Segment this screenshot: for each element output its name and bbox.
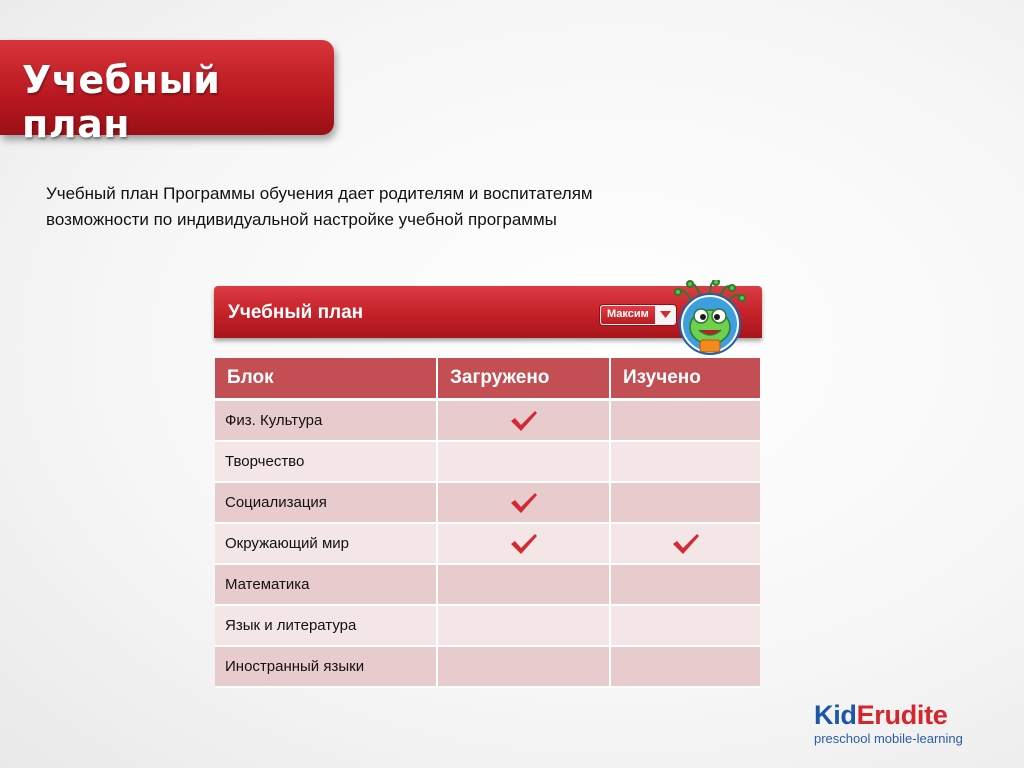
table-row[interactable]: [215, 401, 760, 442]
logo-brand-erudite: Erudite: [856, 700, 948, 730]
row-block-name: Творчество: [215, 442, 438, 483]
slide-title: Учебный план: [22, 58, 221, 146]
loaded-cell[interactable]: [438, 606, 611, 647]
table-row[interactable]: [215, 647, 760, 688]
column-header-block: Блок: [215, 358, 438, 401]
table-row[interactable]: [215, 606, 760, 647]
intro-line-2: возможности по индивидуальной настройке учебной программы: [46, 210, 557, 229]
row-block-name: Окружающий мир: [215, 524, 438, 565]
kiderudite-logo: [814, 700, 1004, 746]
loaded-cell[interactable]: [438, 565, 611, 606]
studied-cell[interactable]: [611, 647, 760, 688]
row-block-name: Язык и литература: [215, 606, 438, 647]
row-block-name: Социализация: [215, 483, 438, 524]
frog-mascot-icon[interactable]: [670, 280, 750, 356]
row-block-name: Математика: [215, 565, 438, 606]
loaded-cell[interactable]: [438, 401, 611, 442]
studied-cell[interactable]: [611, 483, 760, 524]
user-select-value: Максим: [607, 308, 649, 320]
user-select-dropdown[interactable]: [600, 305, 676, 325]
loaded-cell[interactable]: [438, 442, 611, 483]
checkmark-icon: [509, 491, 539, 515]
studied-cell[interactable]: [611, 524, 760, 565]
app-header-title: Учебный план: [228, 302, 364, 323]
loaded-cell[interactable]: [438, 647, 611, 688]
table-row[interactable]: [215, 483, 760, 524]
studied-cell[interactable]: [611, 401, 760, 442]
table-row[interactable]: [215, 442, 760, 483]
logo-brand-kid: Kid: [814, 700, 857, 730]
column-header-studied: Изучено: [611, 358, 760, 401]
studied-cell[interactable]: [611, 442, 760, 483]
loaded-cell[interactable]: [438, 483, 611, 524]
studied-cell[interactable]: [611, 565, 760, 606]
curriculum-table: [215, 358, 760, 688]
studied-cell[interactable]: [611, 606, 760, 647]
intro-text: [46, 181, 766, 233]
logo-tagline: preschool mobile-learning: [814, 731, 963, 746]
intro-line-1: Учебный план Программы обучения дает родителям и воспитателям: [46, 184, 593, 203]
row-block-name: Иностранный языки: [215, 647, 438, 688]
table-header-row: [215, 358, 760, 401]
table-row[interactable]: [215, 524, 760, 565]
table-row[interactable]: [215, 565, 760, 606]
checkmark-icon: [671, 532, 701, 556]
checkmark-icon: [509, 532, 539, 556]
column-header-loaded: Загружено: [438, 358, 611, 401]
logo-brand: [814, 700, 1004, 730]
checkmark-icon: [509, 409, 539, 433]
row-block-name: Физ. Культура: [215, 401, 438, 442]
loaded-cell[interactable]: [438, 524, 611, 565]
slide-title-banner: [0, 40, 334, 146]
